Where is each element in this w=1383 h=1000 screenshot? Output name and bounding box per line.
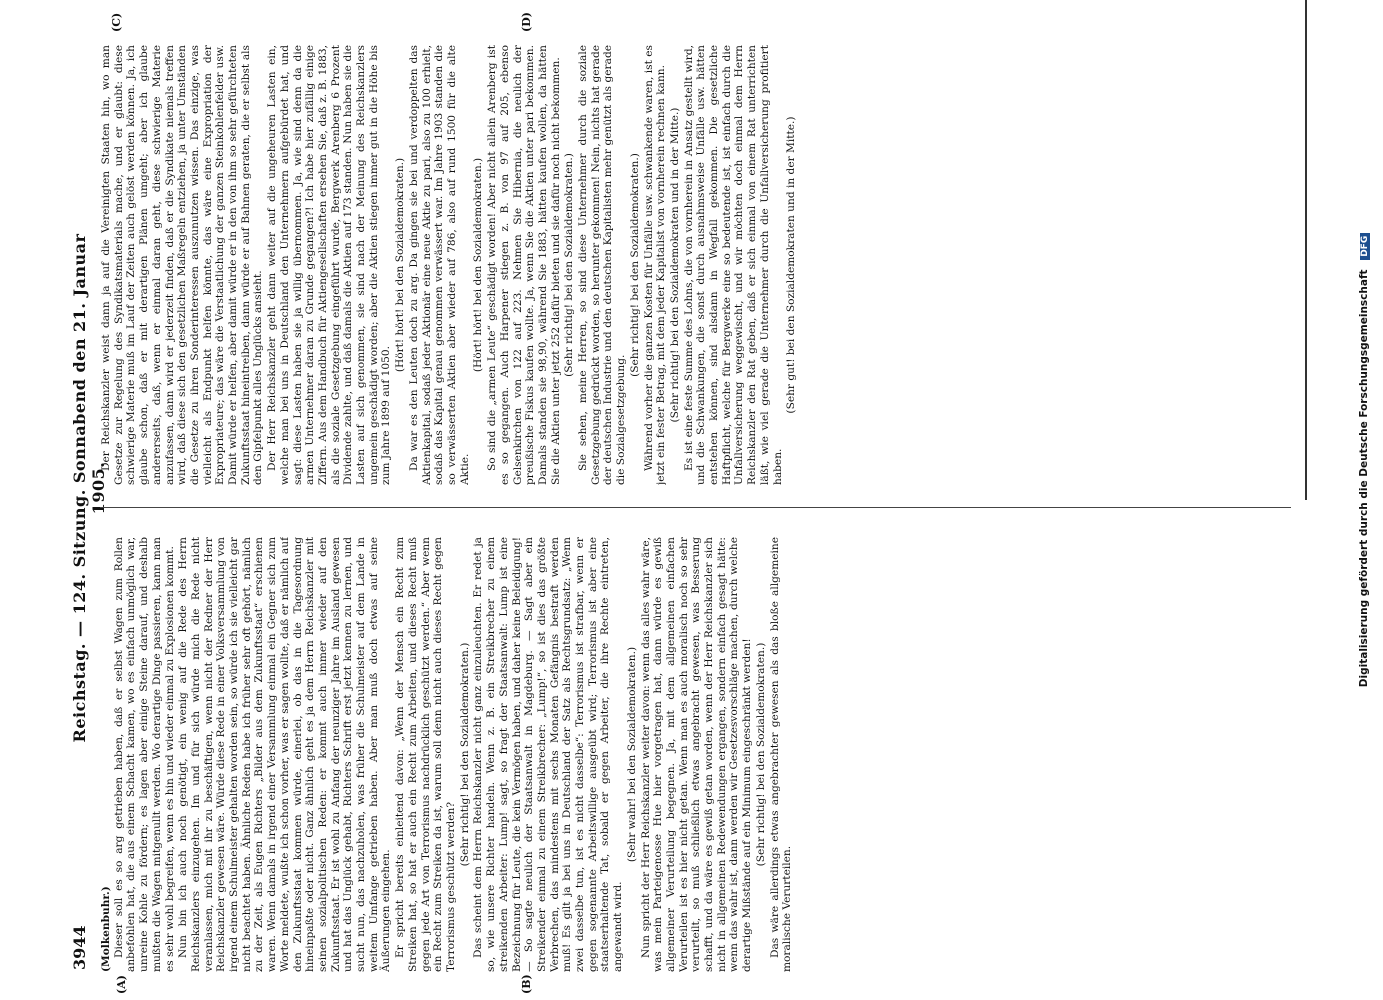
speaker-name: (Molkenbuhr.) xyxy=(100,886,112,972)
paragraph: Der Reichskanzler weist dann ja auf die Vereinigten Staaten hin, wo man Gesetze zur Regelung des Syndikatsmaterials mache, und er glaubt: diese schwierige Materie muß im Lauf der Zeiten auch gelöst werden können. Ja, ich glaube schon, daß er mit derartigen Plänen umgeht; aber ich glaube andererseits, daß, wenn er einmal daran geht, diese schwierige Materie anzufassen, dann wird er jederzeit finden, daß er die Syndikate niemals treffen wird, daß diese sich den gesetzlichen Maßregeln entziehen, ja unter Umständen die Gesetze zu ihren Sonderinteressen auszunutzen wissen. Das einzige, was vielleicht als Endpunkt helfen könnte, das wäre eine Expropriation der Expropriateure; das wäre die Verstaatlichung der ganzen Steinkohlenfelder usw. Damit würde er helfen, aber damit würde er in den von ihm so sehr gefürchteten Zukunftsstaat hineintreiben, dann würde er auf Bahnen geraten, die er selbst als den Gipfelpunkt alles Unglücks ansieht. xyxy=(100,45,265,485)
paragraph: Das wäre allerdings etwas angebrachter gewesen als das bloße allgemeine moralische Verurteilen. xyxy=(768,537,794,972)
paragraph: Da war es den Leuten doch zu arg. Da gingen sie bei und verdoppelten das Aktienkapital, sodaß jeder Aktionär eine neue Aktie zu pari, also zu 100 erhielt, sodaß das Kapital genau genommen verwässert war. Im Jahre 1903 standen die so verwässerten Aktien aber wieder auf 786, also auf rund 1500 für die alte Aktie. xyxy=(407,45,471,485)
paragraph: Es ist eine feste Summe des Lohns, die von vornherein in Ansatz gestellt wird, und die Schwankungen, die sonst durch ausnahmsweise Unfälle usw. hätten entstehen können, sind alsdann in Wegfall gekommen. Die gesetzliche Haftpflicht, welche für Bergwerke eine so bedeutende ist, ist einfach durch die Unfallversicherung weggewischt, und wir möchten doch einmal dem Herrn Reichskanzler den Rat geben, daß er sich einmal von einem Rat unterrichten läßt, wie viel gerade die Unternehmer durch die Unfallversicherung profitiert haben. xyxy=(682,45,784,485)
paragraph: So sind die „armen Leute“ geschädigt worden! Aber nicht allein Arenberg ist es so gegangen. Auch Harpener stiegen z. B. von 97 auf 205, ebenso Gelsenkirchen von 122 auf 223. Nehmen Sie Hibernia, die neulich der preußische Fiskus kaufen wollte. Ja, wenn Sie die Aktien unter pari bekommen. Damals standen sie 98,90, während Sie 1883, hätten kaufen wollen, da hätten Sie die Aktien unter jetzt 252 dafür bieten und sie dafür noch nicht bekommen. xyxy=(486,45,562,485)
page-number: 3944 xyxy=(70,925,89,970)
paragraph: Das scheint dem Herrn Reichskanzler nicht ganz einzuleuchten. Er redet ja so, wie unsere Richter handeln. Wenn z. B. ein Streikbrecher zu einem streikenden Arbeiter: Lump! sagt, so fragt der Staatsanwalt: Lump ist eine Bezeichnung für Leute, die kein Vermögen haben, und daher keine Beleidigung! — So sagte neulich der Staatsanwalt in Magdeburg. — Sagt aber ein Streikender einmal zu einem Streikbrecher: „Lump!“, so ist dies das größte Verbrechen, das mindestens mit sechs Monaten Gefängnis bestraft werden muß! Es gilt ja bei uns in Deutschland der Satz als Rechtsgrundsatz: „Wenn zwei dasselbe tun, ist es nicht dasselbe“: Terrorismus ist strafbar, wenn er gegen sogenannte Arbeitswillige ausgeübt wird; Terrorismus ist aber eine staatserhaltende Tat, sobald er gegen Arbeiter, die ihre Rechte eintreten, angewandt wird. xyxy=(472,537,625,972)
right-column xyxy=(100,45,1291,485)
interjection: (Sehr richtig! bei den Sozialdemokraten.) xyxy=(628,153,641,377)
column-divider xyxy=(100,507,1291,508)
interjection: (Sehr gut! bei den Sozialdemokraten und in der Mitte.) xyxy=(785,116,798,414)
bottom-rule xyxy=(1305,0,1307,500)
left-column xyxy=(100,537,1291,972)
margin-marker-a: (A) xyxy=(115,975,128,994)
digitization-credit xyxy=(1358,100,1370,820)
interjection: (Sehr wahr! bei den Sozialdemokraten.) xyxy=(625,646,638,863)
margin-marker-c: (C) xyxy=(110,12,123,32)
interjection: (Sehr richtig! bei den Sozialdemokraten.) xyxy=(754,642,767,867)
paragraph: Nun bin ich auch noch genötigt, ein wenig auf die Rede des Herrn Reichskanzlers einzugehen. Im und für sich würde mich die Rede nicht veranlassen, mich mit ihr zu beschäftigen, wenn nicht der Redner der Herr Reichskanzler gewesen wäre. Würde diese Rede in einer Volksversammlung von irgend einem Schulmeister gehalten worden sein, so würde ich sie vielleicht gar nicht beachtet haben. Ähnliche Reden habe ich früher sehr oft gehört, nämlich zu der Zeit, als Eugen Richters „Bilder aus dem Zukunftsstaat“ erschienen waren. Wenn damals in irgend einer Versammlung einmal ein Gegner sich zum Worte meldete, wußte ich schon vorher, was er sagen wollte, daß er nämlich auf den Zukunftsstaat kommen würde, einerlei, ob das in die Tagesordnung hineinpaßte oder nicht. Ganz ähnlich geht es ja dem Herrn Reichskanzler mit seinen sozialpolitischen Reden: er kommt auch immer wieder auf den Zukunftsstaat. Er ist wohl zu Anfang der neunziger Jahre im Ausland gewesen und hat das Unglück gehabt, Richters Schrift erst jetzt kennen zu lernen, und sucht nun, das nachzuholen, was früher die Schulmeister auf dem Lande in weitem Umfange getrieben haben. Aber man muß doch etwas auf seine Äußerungen eingehen. xyxy=(177,537,393,972)
paragraph: Während vorher die ganzen Kosten für Unfälle usw. schwankende waren, ist es jetzt ein fester Betrag, mit dem jeder Kapitalist von vornherein rechnen kann. xyxy=(642,45,668,485)
paragraph: Der Herr Reichskanzler geht dann weiter auf die ungeheuren Lasten ein, welche man bei uns in Deutschland den Unternehmern aufgebürdet hat, und sagt: diese Lasten haben sie ja willig übernommen. Ja, wie sind denn da die armen Unternehmer daran zu Grunde gegangen?! Ich habe hier zufällig einige Ziffern. Aus dem Handbuch für Aktiengesellschaften ersehen Sie, daß z. B. 1883, als die soziale Gesetzgebung eingeführt wurde, Bergwerk Arenberg 6 Prozent Dividende zahlte, und daß damals die Aktien auf 173 standen. Nun haben sie die Lasten auf sich genommen, sie sind nach der Meinung des Reichskanzlers ungemein geschädigt worden; aber die Aktien stiegen immer gut in die Höhe bis zum Jahre 1899 auf 1050. xyxy=(266,45,393,485)
margin-marker-d: (D) xyxy=(520,12,533,32)
interjection: (Sehr richtig! bei den Sozialdemokraten.) xyxy=(458,642,471,867)
paragraph: Nun spricht der Herr Reichskanzler weiter davon: wenn das alles wahr wäre, was mein Parteigenosse Hue hier vorgetragen hat, dann würde es gewiß allgemeiner Verurteilung begegnen. Ja, mit dem allgemeinen einfachen Verurteilen ist es hier nicht getan. Wenn man es auch moralisch noch so sehr verurteilt, so muß schließlich etwas angebracht gewesen, was Besserung schafft, und da wäre es gewiß getan worden, wenn der Herr Reichskanzler sich nicht in allgemeinen Redewendungen ergangen, sondern einfach gesagt hätte: wenn das wahr ist, dann werden wir Gesetzesvorschläge machen, durch welche derartige Mißstände auf ein Minimum eingeschränkt werden! xyxy=(639,537,754,972)
paragraph: Er spricht bereits einleitend davon: „Wenn der Mensch ein Recht zum Streiken hat, so hat er auch ein Recht zum Arbeiten, und dieses Recht muß gegen jede Art von Terrorismus nachdrücklich geschützt werden.“ Aber wenn ein Recht zum Streiken da ist, warum soll denn nicht auch dieses Recht gegen Terrorismus geschützt werden? xyxy=(394,537,457,972)
paragraph: Dieser soll es so arg getrieben haben, daß er selbst Wagen zum Rollen anbefohlen hat, die aus einem Schacht kamen, wo es einfach unmöglich war, unreine Kohle zu fördern; es lagen aber einige Steine darauf, und deshalb mußten die Wagen mitgenullt werden. Wo derartige Dinge passieren, kann man es sehr wohl begreifen, wenn es hin und wieder einmal zu Explosionen kommt. xyxy=(112,537,176,972)
page-title: Reichstag. — 124. Sitzung. Sonnabend den 21. Januar 1905. xyxy=(70,233,108,743)
interjection: (Hört! hört! bei den Sozialdemokraten.) xyxy=(394,157,407,373)
interjection: (Hört! hört! bei den Sozialdemokraten.) xyxy=(472,157,485,373)
credit-text: Digitalisierung gefördert durch die Deutsche Forschungsgemeinschaft xyxy=(1358,269,1370,688)
interjection: (Sehr richtig! bei den Sozialdemokraten und in der Mitte.) xyxy=(668,107,681,423)
interjection: (Sehr richtig! bei den Sozialdemokraten.) xyxy=(563,153,576,377)
paragraph: Sie sehen, meine Herren, so sind diese Unternehmer durch die soziale Gesetzgebung gedrückt worden, so herunter gekommen! Nein, nichts hat gerade der deutschen Industrie und den deutschen Kapitalisten mehr genützt als gerade die Sozialgesetzgebung. xyxy=(577,45,628,485)
dfg-logo: DFG xyxy=(1360,233,1370,260)
margin-marker-b: (B) xyxy=(520,974,533,994)
